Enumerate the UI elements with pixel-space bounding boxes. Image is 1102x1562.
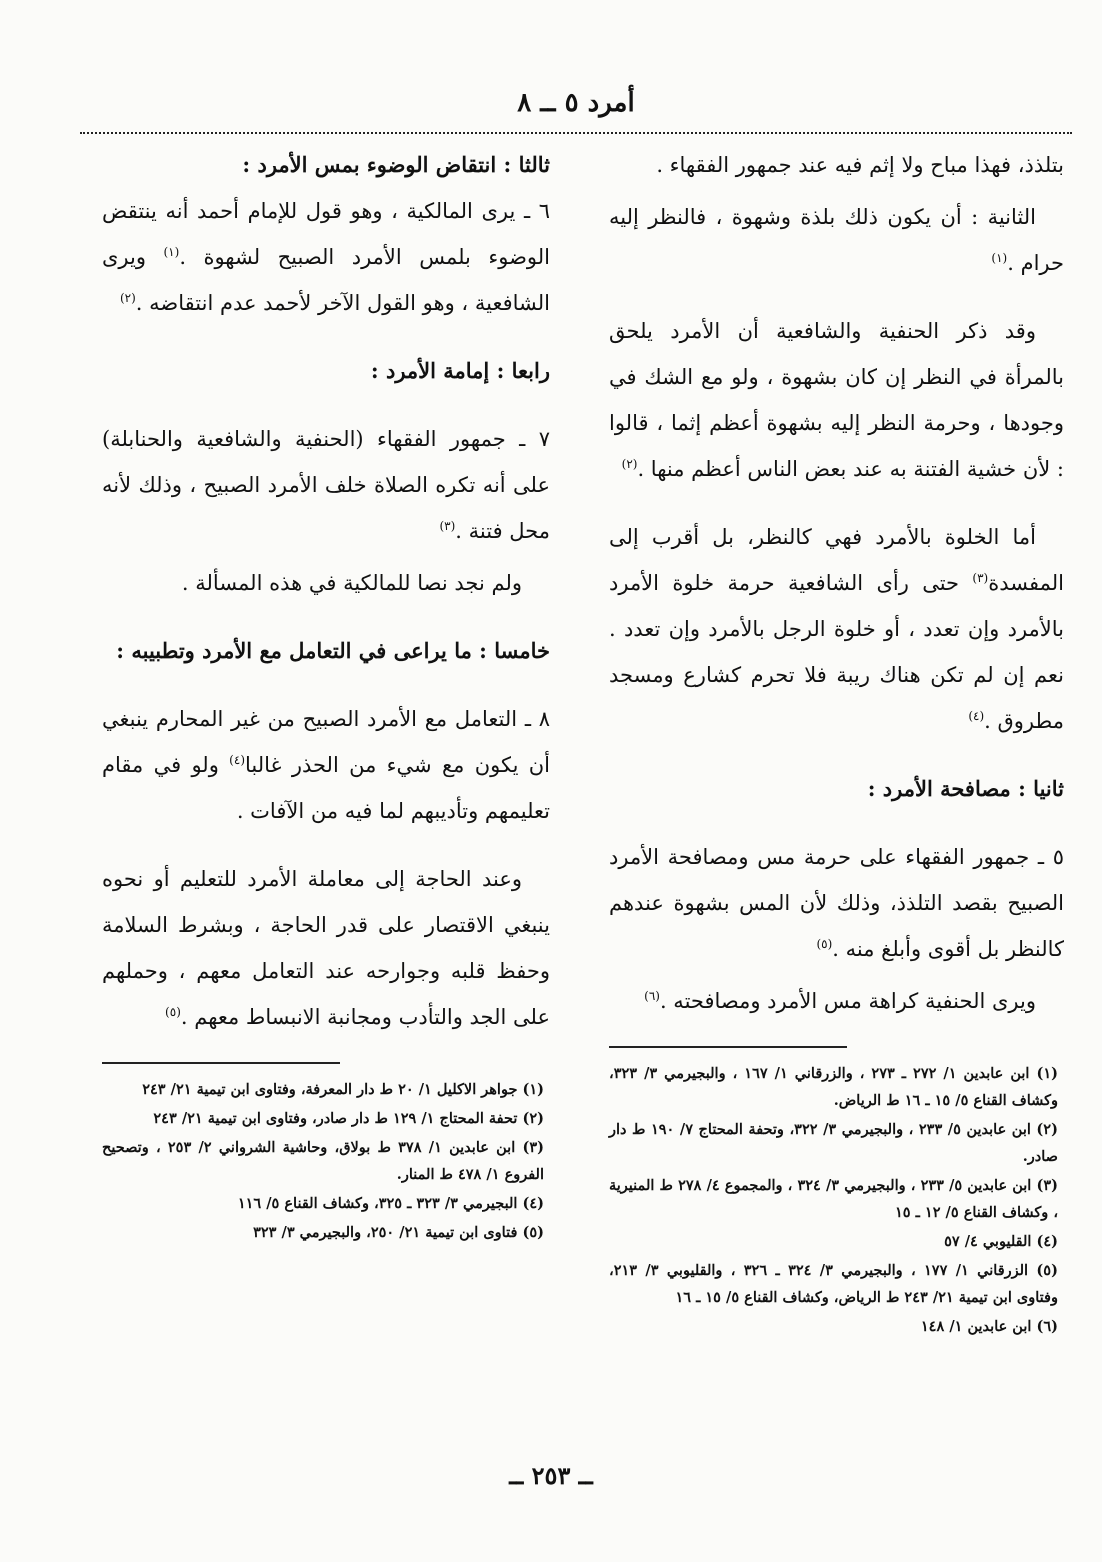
footnote: (٣) ابن عابدين ١/ ٣٧٨ ط بولاق، وحاشية الشرواني ٢/ ٢٥٣ ، وتصحيح الفروع ١/ ٤٧٨ ط المنار. [102,1139,544,1183]
page-number: ــ ٢٥٣ ــ [509,1461,593,1490]
footnote-ref: (١) [163,245,180,259]
section-heading: خامسا : ما يراعى في التعامل مع الأمرد وتطبيبه : [116,638,550,663]
footnotes [609,1060,1064,1340]
footnote-ref: (٣) [972,571,989,585]
paragraph: ويرى الحنفية كراهة مس الأمرد ومصافحته .$^{(٦)}$ [644,989,1036,1013]
footnote: (٢) ابن عابدين ٥/ ٢٣٣ ، والبجيرمي ٣/ ٣٢٢، وتحفة المحتاج ٧/ ١٩٠ ط دار صادر. [609,1121,1058,1165]
footnotes [102,1076,550,1246]
paragraph: الثانية : أن يكون ذلك بلذة وشهوة ، فالنظر إليه حرام .$^{(١)}$ [609,205,1064,275]
footnote: (٦) ابن عابدين ١/ ١٤٨ [920,1318,1058,1335]
paragraph: بتلذذ، فهذا مباح ولا إثم فيه عند جمهور الفقهاء . [656,153,1064,177]
section-heading: رابعا : إمامة الأمرد : [370,358,550,383]
left-column [102,142,550,1248]
footnote-ref: (٥) [816,937,833,951]
footnote: (٥) فتاوى ابن تيمية ٢١/ ٢٥٠، والبجيرمي ٣/ ٣٢٣ [253,1224,544,1241]
footnote: (٢) تحفة المحتاج ١/ ١٢٩ ط دار صادر، وفتاوى ابن تيمية ٢١/ ٢٤٣ [153,1110,544,1127]
footnote-ref: (٤) [229,753,245,767]
footnote-separator [609,1046,847,1048]
footnote: (٣) ابن عابدين ٥/ ٢٣٣ ، والبجيرمي ٣/ ٣٢٤ ، والمجموع ٤/ ٢٧٨ ط المنيرية ، وكشاف القناع ٥/ ١٢ ـ ١٥ [609,1177,1058,1221]
footnote: (١) جواهر الاكليل ١/ ٢٠ ط دار المعرفة، وفتاوى ابن تيمية ٢١/ ٢٤٣ [142,1081,544,1098]
footnote: (٤) البجيرمي ٣/ ٣٢٣ ـ ٣٢٥، وكشاف القناع ٥/ ١١٦ [237,1195,544,1212]
footnote: (٤) القليوبي ٤/ ٥٧ [944,1233,1058,1250]
footnote: (٥) الزرقاني ١/ ١٧٧ ، والبجيرمي ٣/ ٣٢٤ ـ ٣٢٦ ، والقليوبي ٣/ ٢١٣، وفتاوى ابن تيمية ٢١/ ٢٤٣ ط الرياض، وكشاف القناع ٥/ ١٥ ـ ١٦ [609,1262,1058,1306]
paragraph: ولم نجد نصا للمالكية في هذه المسألة . [181,571,522,595]
footnote-ref: (٤) [968,709,985,723]
footnote-ref: (٢) [119,291,136,305]
footnote-ref: (٢) [621,457,638,471]
footnote-ref: (٦) [644,989,660,1003]
section-heading: ثالثا : انتقاض الوضوء بمس الأمرد : [242,152,550,177]
right-column [609,142,1064,1342]
footnote-ref: (٣) [439,519,456,533]
paragraph: وقد ذكر الحنفية والشافعية أن الأمرد يلحق بالمرأة في النظر إن كان بشهوة ، ولو مع الشك في وجودها ، وحرمة النظر إليه بشهوة أعظم إثما ، قالوا : لأن خشية الفتنة به عند بعض الناس أعظم منها .$^{(٢)}$ [609,319,1064,481]
header-dotted-rule [80,132,1072,134]
paragraph: ٨ ـ التعامل مع الأمرد الصبيح من غير المحارم ينبغي أن يكون مع شيء من الحذر غالبا$^{(٤)}$ ولو في مقام تعليمهم وتأديبهم لما فيه من الآفات . [102,707,550,823]
paragraph: ٧ ـ جمهور الفقهاء (الحنفية والشافعية والحنابلة) على أنه تكره الصلاة خلف الأمرد الصبيح ، وذلك لأنه محل فتنة .$^{(٣)}$ [102,427,550,543]
footnote-separator [102,1062,340,1064]
page-header [80,78,1072,134]
paragraph: أما الخلوة بالأمرد فهي كالنظر، بل أقرب إلى المفسدة$^{(٣)}$ حتى رأى الشافعية حرمة خلوة الأمرد بالأمرد وإن تعدد ، أو خلوة الرجل بالأمرد وإن تعدد . نعم إن لم تكن هناك ريبة فلا تحرم كشارع ومسجد مطروق .$^{(٤)}$ [609,525,1064,733]
paragraph: ٥ ـ جمهور الفقهاء على حرمة مس ومصافحة الأمرد الصبيح بقصد التلذذ، وذلك لأن المس بشهوة عندهم كالنظر بل أقوى وأبلغ منه .$^{(٥)}$ [609,845,1064,961]
footnote: (١) ابن عابدين ١/ ٢٧٢ ـ ٢٧٣ ، والزرقاني ١/ ١٦٧ ، والبجيرمي ٣/ ٣٢٣، وكشاف القناع ٥/ ١٥ ـ ١٦ ط الرياض. [609,1065,1058,1109]
footnote-ref: (١) [991,251,1008,265]
section-heading: ثانيا : مصافحة الأمرد : [867,776,1064,801]
paragraph: ٦ ـ يرى المالكية ، وهو قول للإمام أحمد أنه ينتقض الوضوء بلمس الأمرد الصبيح لشهوة .$^{(١)}$ ويرى الشافعية ، وهو القول الآخر لأحمد عدم انتقاضه .$^{(٢)}$ [102,199,551,315]
paragraph: وعند الحاجة إلى معاملة الأمرد للتعليم أو نحوه ينبغي الاقتصار على قدر الحاجة ، وبشرط السلامة وحفظ قلبه وجوارحه عند التعامل معهم ، وحملهم على الجد والتأدب ومجانبة الانبساط معهم .$^{(٥)}$ [102,867,550,1029]
running-title: أمرد ٥ ــ ٨ [517,88,635,118]
footnote-ref: (٥) [165,1005,181,1019]
